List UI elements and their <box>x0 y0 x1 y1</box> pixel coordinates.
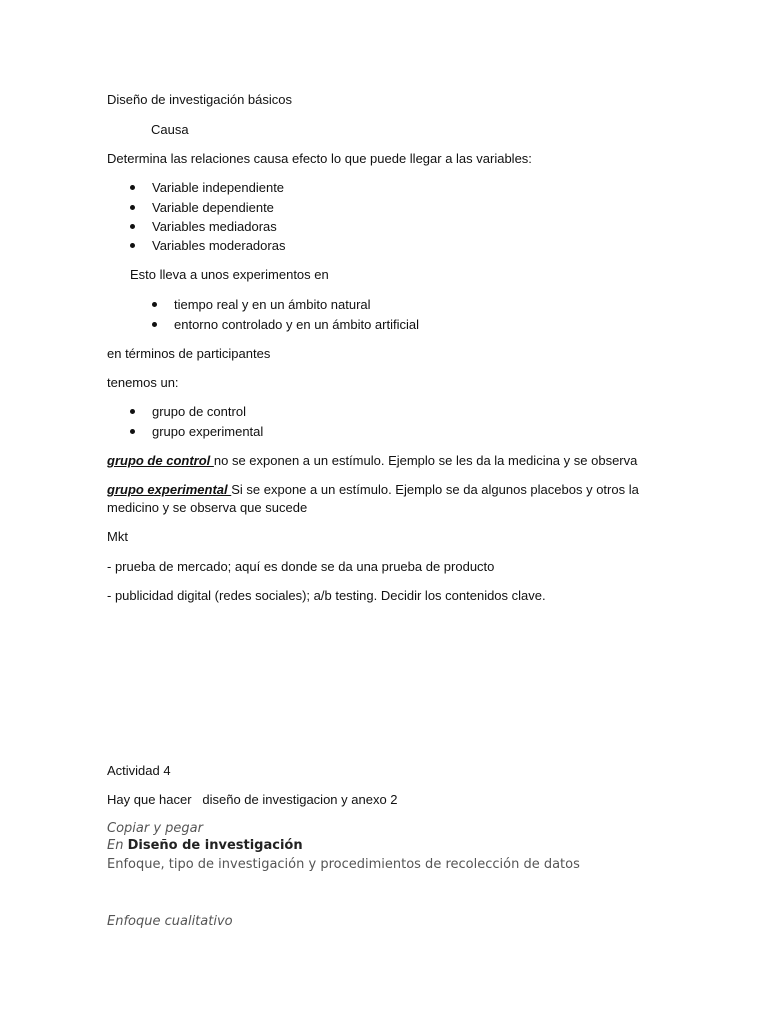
heading-diseno <box>107 837 303 855</box>
experimental-group-description: Si se expone a un estímulo. Ejemplo se da algunos placebos y otros la <box>231 482 639 497</box>
bullet-icon <box>130 409 135 414</box>
bullet-icon <box>130 429 135 434</box>
paragraph-experimental-group <box>107 481 639 499</box>
experimental-group-description-cont: medicino y se observa que sucede <box>107 500 308 515</box>
note-copiar: Copiar y pegar <box>107 821 203 836</box>
list-item-label: Variable dependiente <box>152 200 274 215</box>
prefix-en: En <box>107 838 128 853</box>
subheading-causa: Causa <box>151 122 189 137</box>
term-control-group: grupo de control <box>107 453 214 468</box>
list-item-label: tiempo real y en un ámbito natural <box>174 297 371 312</box>
heading-actividad: Actividad 4 <box>107 763 171 778</box>
paragraph-esto-lleva: Esto lleva a unos experimentos en <box>130 267 329 282</box>
bullet-icon <box>130 243 135 248</box>
list-item-label: Variables mediadoras <box>152 219 277 234</box>
list-item-label: entorno controlado y en un ámbito artificial <box>174 317 419 332</box>
paragraph-control-group <box>107 452 637 470</box>
mkt-line-2: - publicidad digital (redes sociales); a/b testing. Decidir los contenidos clave. <box>107 588 546 603</box>
heading-enfoque-cualitativo: Enfoque cualitativo <box>107 914 233 929</box>
doc-title: Diseño de investigación básicos <box>107 92 292 107</box>
bullet-icon <box>130 185 135 190</box>
bullet-icon <box>130 224 135 229</box>
mkt-line-1: - prueba de mercado; aquí es donde se da una prueba de producto <box>107 559 495 574</box>
paragraph-hay-que: Hay que hacer diseño de investigacion y anexo 2 <box>107 792 398 807</box>
bullet-icon <box>152 322 157 327</box>
list-item-label: grupo de control <box>152 404 246 419</box>
heading-mkt: Mkt <box>107 529 128 544</box>
paragraph-tenemos: tenemos un: <box>107 375 179 390</box>
control-group-description: no se exponen a un estímulo. Ejemplo se les da la medicina y se observa <box>213 453 638 468</box>
paragraph-en-terminos: en términos de participantes <box>107 346 271 361</box>
list-item-label: Variable independiente <box>152 180 285 195</box>
paragraph-enfoque: Enfoque, tipo de investigación y procedimientos de recolección de datos <box>107 857 580 872</box>
title-diseno: Diseño de investigación <box>127 838 303 853</box>
list-item-label: grupo experimental <box>152 424 264 439</box>
bullet-icon <box>130 205 135 210</box>
term-experimental-group: grupo experimental <box>107 482 232 497</box>
paragraph-determina: Determina las relaciones causa efecto lo que puede llegar a las variables: <box>107 151 532 166</box>
bullet-icon <box>152 302 157 307</box>
list-item-label: Variables moderadoras <box>152 238 286 253</box>
